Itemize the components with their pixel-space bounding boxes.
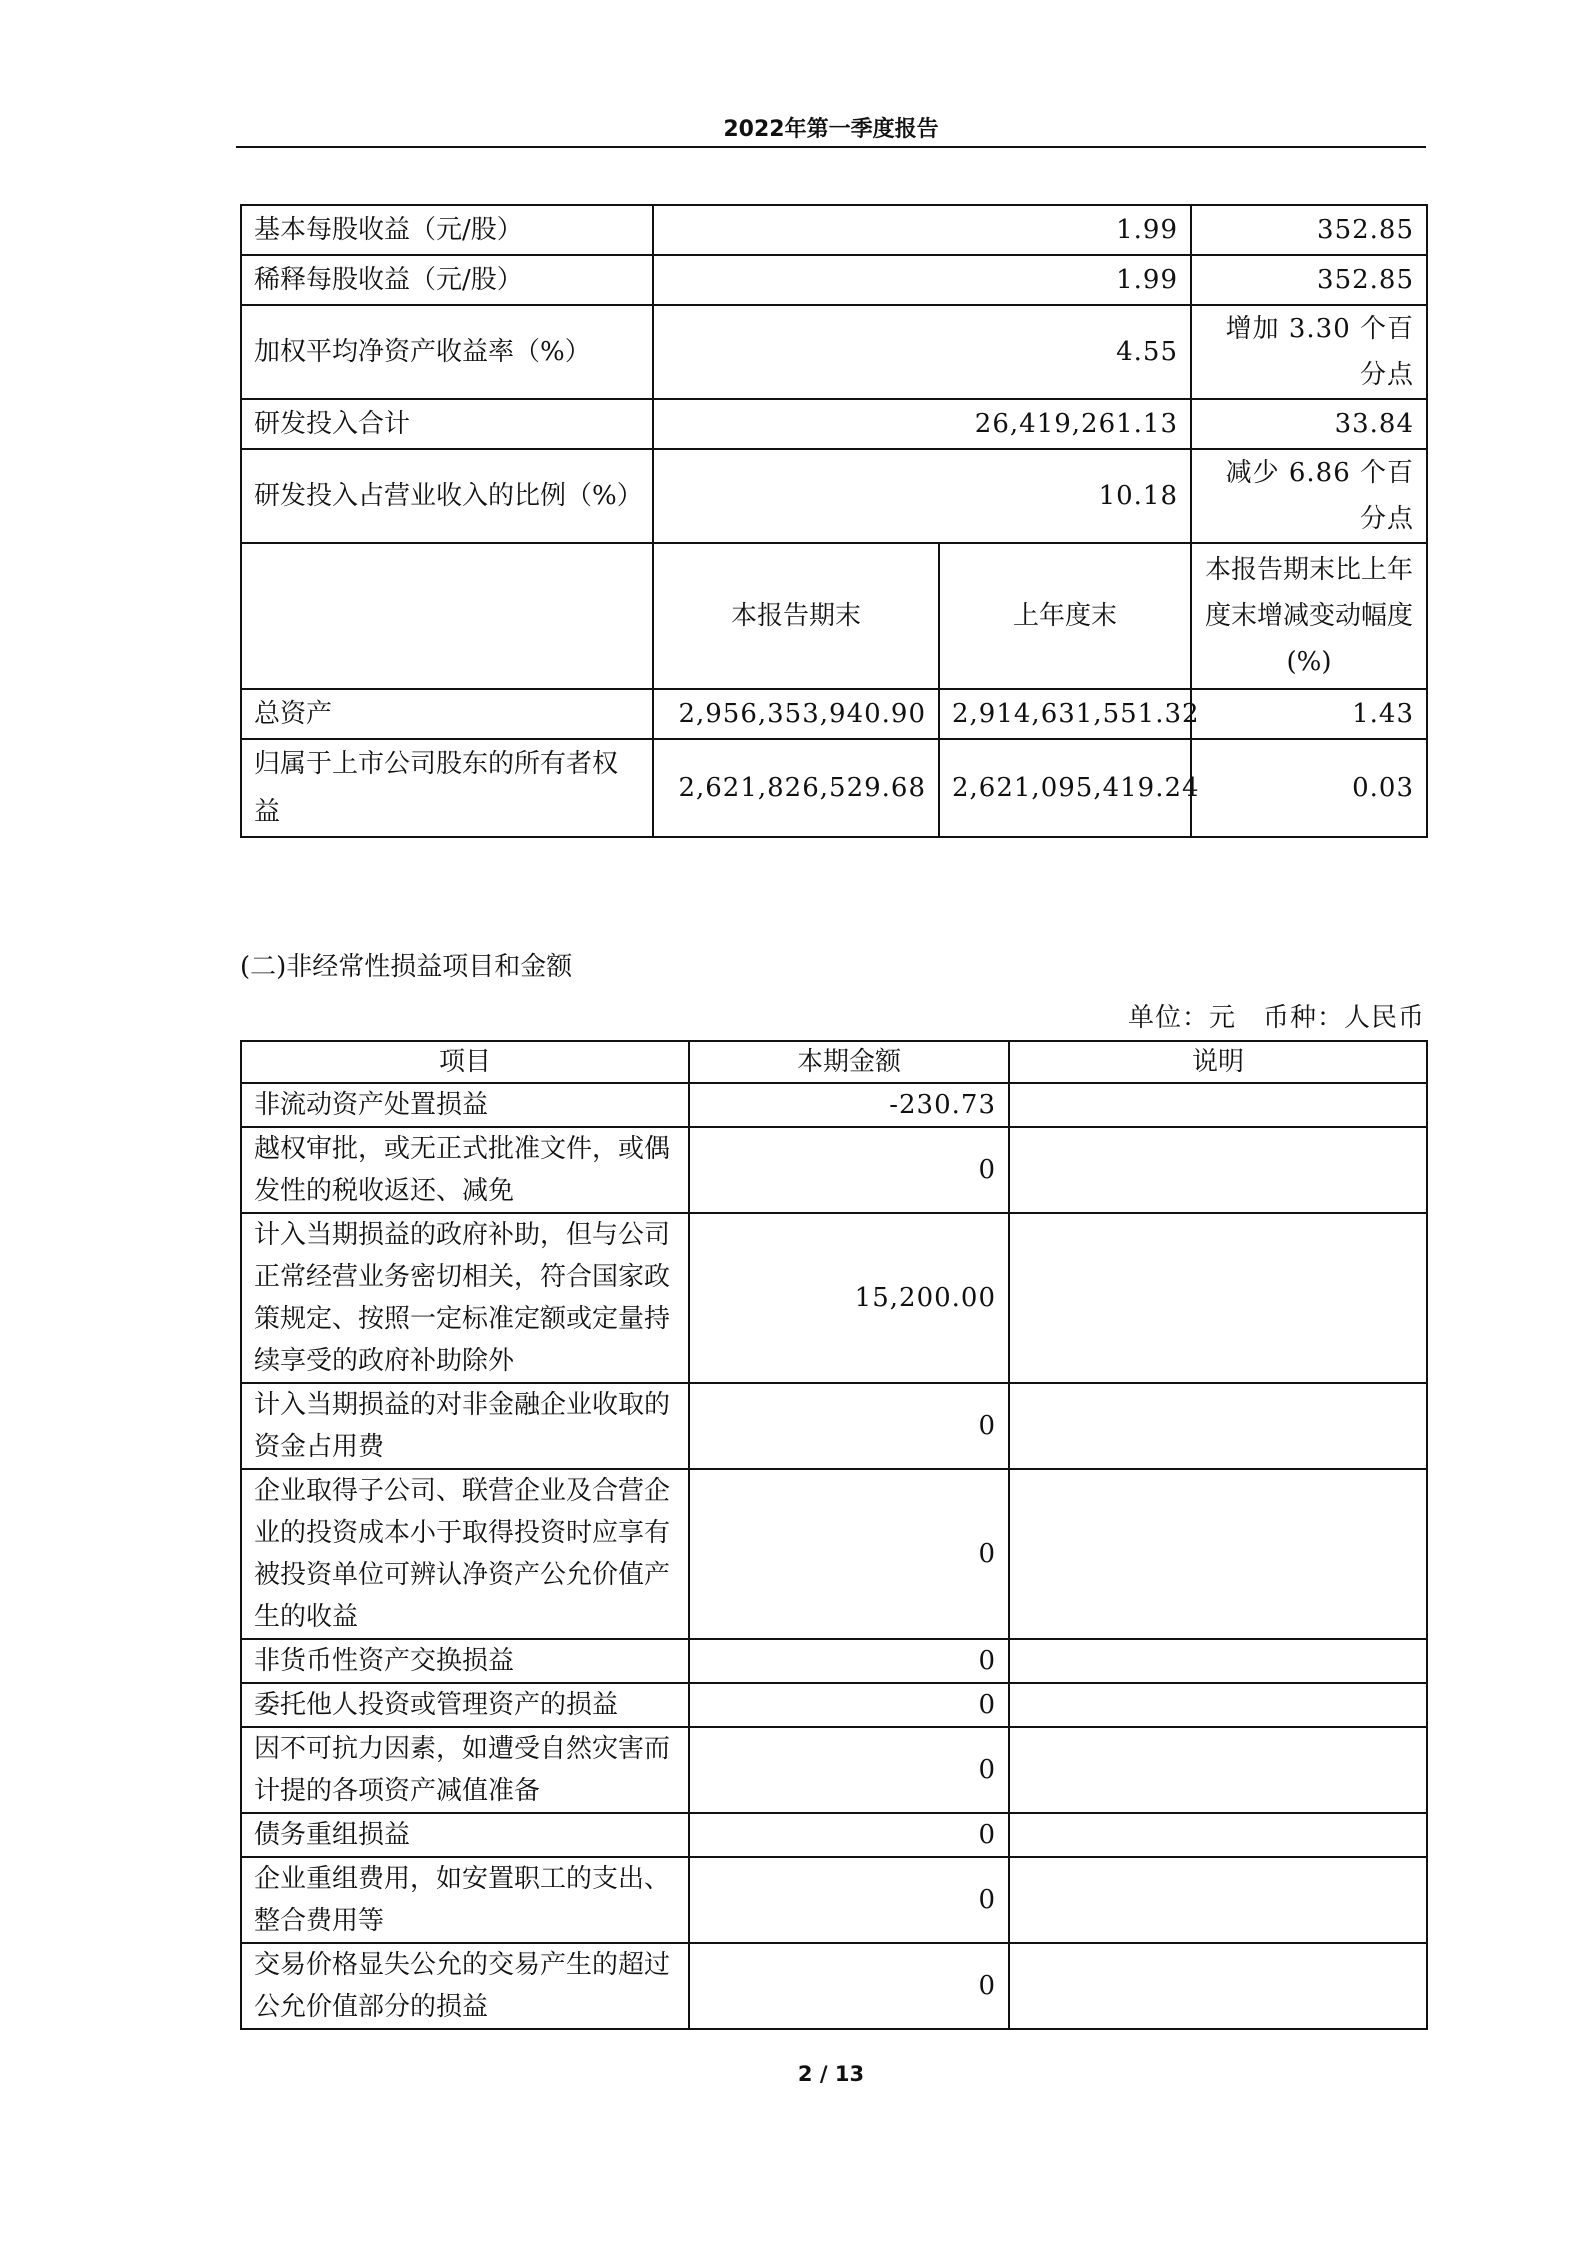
item-note — [1009, 1083, 1427, 1127]
table-row — [241, 1213, 1427, 1383]
item-note — [1009, 1639, 1427, 1683]
item-note — [1009, 1383, 1427, 1469]
header-divider — [236, 146, 1426, 148]
table-row — [241, 1469, 1427, 1639]
item-label: 交易价格显失公允的交易产生的超过公允价值部分的损益 — [241, 1943, 689, 2029]
row-label: 稀释每股收益（元/股） — [241, 255, 653, 305]
row-value: 10.18 — [653, 449, 1191, 543]
item-label: 委托他人投资或管理资产的损益 — [241, 1683, 689, 1727]
row-label: 研发投入合计 — [241, 399, 653, 449]
column-header-note: 说明 — [1009, 1041, 1427, 1083]
row-change: 33.84 — [1191, 399, 1427, 449]
section-title: (二)非经常性损益项目和金额 — [240, 952, 573, 982]
table-row — [241, 255, 1427, 305]
item-label: 债务重组损益 — [241, 1813, 689, 1857]
item-label: 计入当期损益的对非金融企业收取的资金占用费 — [241, 1383, 689, 1469]
page-header-title: 2022年第一季度报告 — [723, 117, 939, 142]
row-prior-value: 2,914,631,551.32 — [939, 689, 1191, 739]
table-row — [241, 1813, 1427, 1857]
row-value: 1.99 — [653, 255, 1191, 305]
table-row — [241, 739, 1427, 837]
row-value: 4.55 — [653, 305, 1191, 399]
item-note — [1009, 1857, 1427, 1943]
table-row — [241, 1383, 1427, 1469]
item-note — [1009, 1469, 1427, 1639]
row-current-value: 2,621,826,529.68 — [653, 739, 939, 837]
table-row — [241, 1727, 1427, 1813]
item-amount: 0 — [689, 1857, 1009, 1943]
row-label: 总资产 — [241, 689, 653, 739]
non-recurring-items-table — [240, 1040, 1428, 2030]
row-change: 1.43 — [1191, 689, 1427, 739]
table-row — [241, 1639, 1427, 1683]
row-change: 352.85 — [1191, 205, 1427, 255]
table-subheader-row — [241, 543, 1427, 689]
item-note — [1009, 1727, 1427, 1813]
row-label: 基本每股收益（元/股） — [241, 205, 653, 255]
item-amount: 0 — [689, 1383, 1009, 1469]
item-label: 越权审批，或无正式批准文件，或偶发性的税收返还、减免 — [241, 1127, 689, 1213]
unit-currency-note: 单位：元 币种：人民币 — [1127, 1003, 1425, 1033]
table-header-row — [241, 1041, 1427, 1083]
row-current-value: 2,956,353,940.90 — [653, 689, 939, 739]
item-amount: 0 — [689, 1639, 1009, 1683]
table-row — [241, 305, 1427, 399]
empty-header-cell — [241, 543, 653, 689]
row-label: 归属于上市公司股东的所有者权益 — [241, 739, 653, 837]
item-amount: 0 — [689, 1127, 1009, 1213]
item-label: 企业取得子公司、联营企业及合营企业的投资成本小于取得投资时应享有被投资单位可辨认净资产公允价值产生的收益 — [241, 1469, 689, 1639]
row-change: 352.85 — [1191, 255, 1427, 305]
item-label: 非货币性资产交换损益 — [241, 1639, 689, 1683]
item-amount: -230.73 — [689, 1083, 1009, 1127]
column-header-item: 项目 — [241, 1041, 689, 1083]
table-row — [241, 1683, 1427, 1727]
row-label: 加权平均净资产收益率（%） — [241, 305, 653, 399]
item-note — [1009, 1127, 1427, 1213]
item-label: 非流动资产处置损益 — [241, 1083, 689, 1127]
item-amount: 0 — [689, 1469, 1009, 1639]
table-row — [241, 1083, 1427, 1127]
table-row — [241, 1857, 1427, 1943]
row-prior-value: 2,621,095,419.24 — [939, 739, 1191, 837]
item-amount: 15,200.00 — [689, 1213, 1009, 1383]
item-label: 企业重组费用，如安置职工的支出、整合费用等 — [241, 1857, 689, 1943]
column-header-prior: 上年度末 — [939, 543, 1191, 689]
item-label: 因不可抗力因素，如遭受自然灾害而计提的各项资产减值准备 — [241, 1727, 689, 1813]
page-number: 2 / 13 — [797, 2062, 865, 2086]
column-header-amount: 本期金额 — [689, 1041, 1009, 1083]
item-amount: 0 — [689, 1683, 1009, 1727]
column-header-current: 本报告期末 — [653, 543, 939, 689]
table-row — [241, 449, 1427, 543]
row-change: 0.03 — [1191, 739, 1427, 837]
table-row — [241, 1127, 1427, 1213]
item-amount: 0 — [689, 1943, 1009, 2029]
item-note — [1009, 1213, 1427, 1383]
row-change: 增加 3.30 个百分点 — [1191, 305, 1427, 399]
item-note — [1009, 1813, 1427, 1857]
item-label: 计入当期损益的政府补助，但与公司正常经营业务密切相关，符合国家政策规定、按照一定标准定额或定量持续享受的政府补助除外 — [241, 1213, 689, 1383]
item-note — [1009, 1943, 1427, 2029]
key-financial-data-table — [240, 204, 1428, 838]
item-amount: 0 — [689, 1813, 1009, 1857]
item-note — [1009, 1683, 1427, 1727]
row-change: 减少 6.86 个百分点 — [1191, 449, 1427, 543]
item-amount: 0 — [689, 1727, 1009, 1813]
table-row — [241, 689, 1427, 739]
column-header-change: 本报告期末比上年度末增减变动幅度(%) — [1191, 543, 1427, 689]
row-value: 1.99 — [653, 205, 1191, 255]
table-row — [241, 205, 1427, 255]
table-row — [241, 399, 1427, 449]
row-value: 26,419,261.13 — [653, 399, 1191, 449]
row-label: 研发投入占营业收入的比例（%） — [241, 449, 653, 543]
table-row — [241, 1943, 1427, 2029]
